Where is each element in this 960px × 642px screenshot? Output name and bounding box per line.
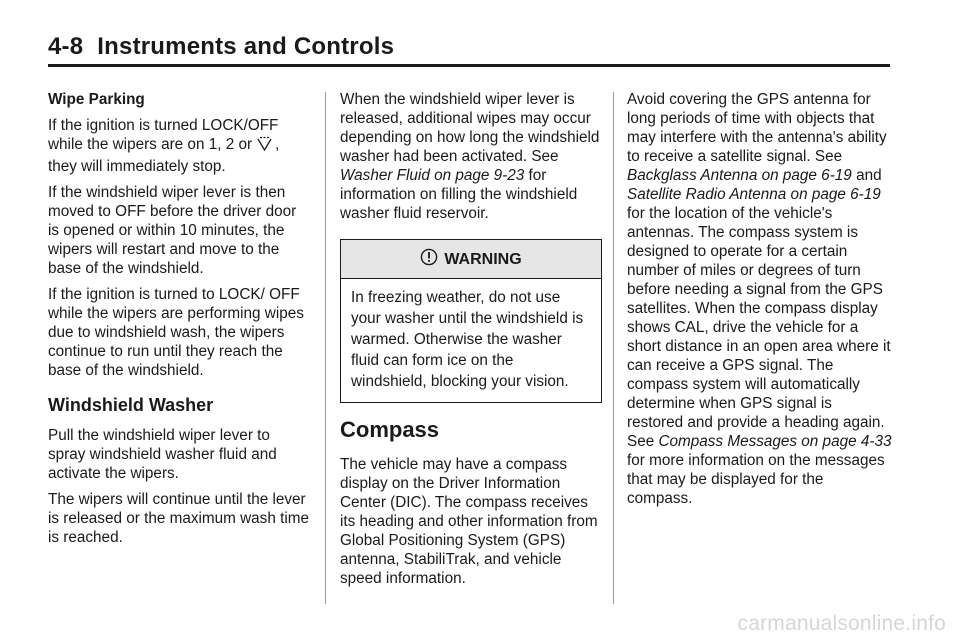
paragraph-wipe-parking-1 xyxy=(48,116,310,176)
link-washer-fluid[interactable]: Washer Fluid on page 9-23 xyxy=(340,167,525,184)
warning-title: WARNING xyxy=(444,250,522,268)
paragraph-text: When the windshield wiper lever is released, additional wipes may occur depending on how long the windshield washer had been activated. See xyxy=(340,91,600,165)
paragraph-text: If the ignition is turned LOCK/OFF while the wipers are on 1, 2 or xyxy=(48,117,279,153)
paragraph-text: for more information on the messages that may be displayed for the compass. xyxy=(627,452,885,507)
heading-windshield-washer: Windshield Washer xyxy=(48,395,214,415)
column-left xyxy=(48,90,310,554)
warning-box xyxy=(340,239,602,403)
paragraph-washer-1: Pull the windshield wiper lever to spray windshield washer fluid and activate the wipers. xyxy=(48,427,277,482)
paragraph-text: , they will immediately stop. xyxy=(48,136,280,175)
link-compass-messages[interactable]: Compass Messages on page 4-33 xyxy=(658,433,892,450)
header-rule xyxy=(48,64,890,67)
warning-header xyxy=(341,240,601,279)
section-title: Instruments and Controls xyxy=(97,33,395,60)
heading-compass: Compass xyxy=(340,417,440,442)
paragraph-washer-2: The wipers will continue until the lever is released or the maximum wash time is reached. xyxy=(48,491,309,546)
paragraph-compass-1: The vehicle may have a compass display on the Driver Information Center (DIC). The compass receives its heading and other information from Global Positioning System (GPS) antenna, StabiliTrak, and vehicle speed information. xyxy=(340,456,598,587)
link-satellite-radio-antenna[interactable]: Satellite Radio Antenna on page 6-19 xyxy=(627,186,881,203)
page-number: 4-8 xyxy=(48,33,84,60)
watermark: carmanualsonline.info xyxy=(737,612,946,635)
column-divider-1 xyxy=(325,92,326,604)
paragraph-text: Avoid covering the GPS antenna for long periods of time with objects that may interfere with the antenna's ability to receive a satellite signal. See xyxy=(627,91,887,165)
column-right xyxy=(627,90,892,515)
paragraph-washer-3 xyxy=(340,90,602,223)
paragraph-text: for the location of the vehicle's antennas. The compass system is designed to operate for a certain number of miles or degrees of turn before needing a signal from the GPS satellites. When the compass display shows CAL, drive the vehicle for a short distance in an open area where it can receive a GPS signal. The compass system will automatically determine when GPS signal is restored and provide a heading again. See xyxy=(627,205,891,450)
wiper-mist-icon xyxy=(256,136,273,157)
paragraph-wipe-parking-2: If the windshield wiper lever is then moved to OFF before the driver door is opened or within 10 minutes, the wipers will restart and move to the base of the windshield. xyxy=(48,184,297,277)
warning-triangle-icon xyxy=(420,248,438,271)
paragraph-compass-2 xyxy=(627,90,892,508)
column-middle xyxy=(340,90,602,595)
paragraph-text: and xyxy=(856,167,882,184)
column-divider-2 xyxy=(613,92,614,604)
warning-text: In freezing weather, do not use your washer until the windshield is warmed. Otherwise the washer fluid can form ice on the windshield, blocking your vision. xyxy=(351,289,584,390)
heading-wipe-parking: Wipe Parking xyxy=(48,91,145,108)
paragraph-wipe-parking-3: If the ignition is turned to LOCK/ OFF while the wipers are performing wipes due to windshield wash, the wipers continue to run until they reach the base of the windshield. xyxy=(48,286,304,379)
paragraph-text: for information on filling the windshield washer fluid reservoir. xyxy=(340,167,578,222)
link-backglass-antenna[interactable]: Backglass Antenna on page 6-19 xyxy=(627,167,852,184)
page-header xyxy=(48,32,890,62)
